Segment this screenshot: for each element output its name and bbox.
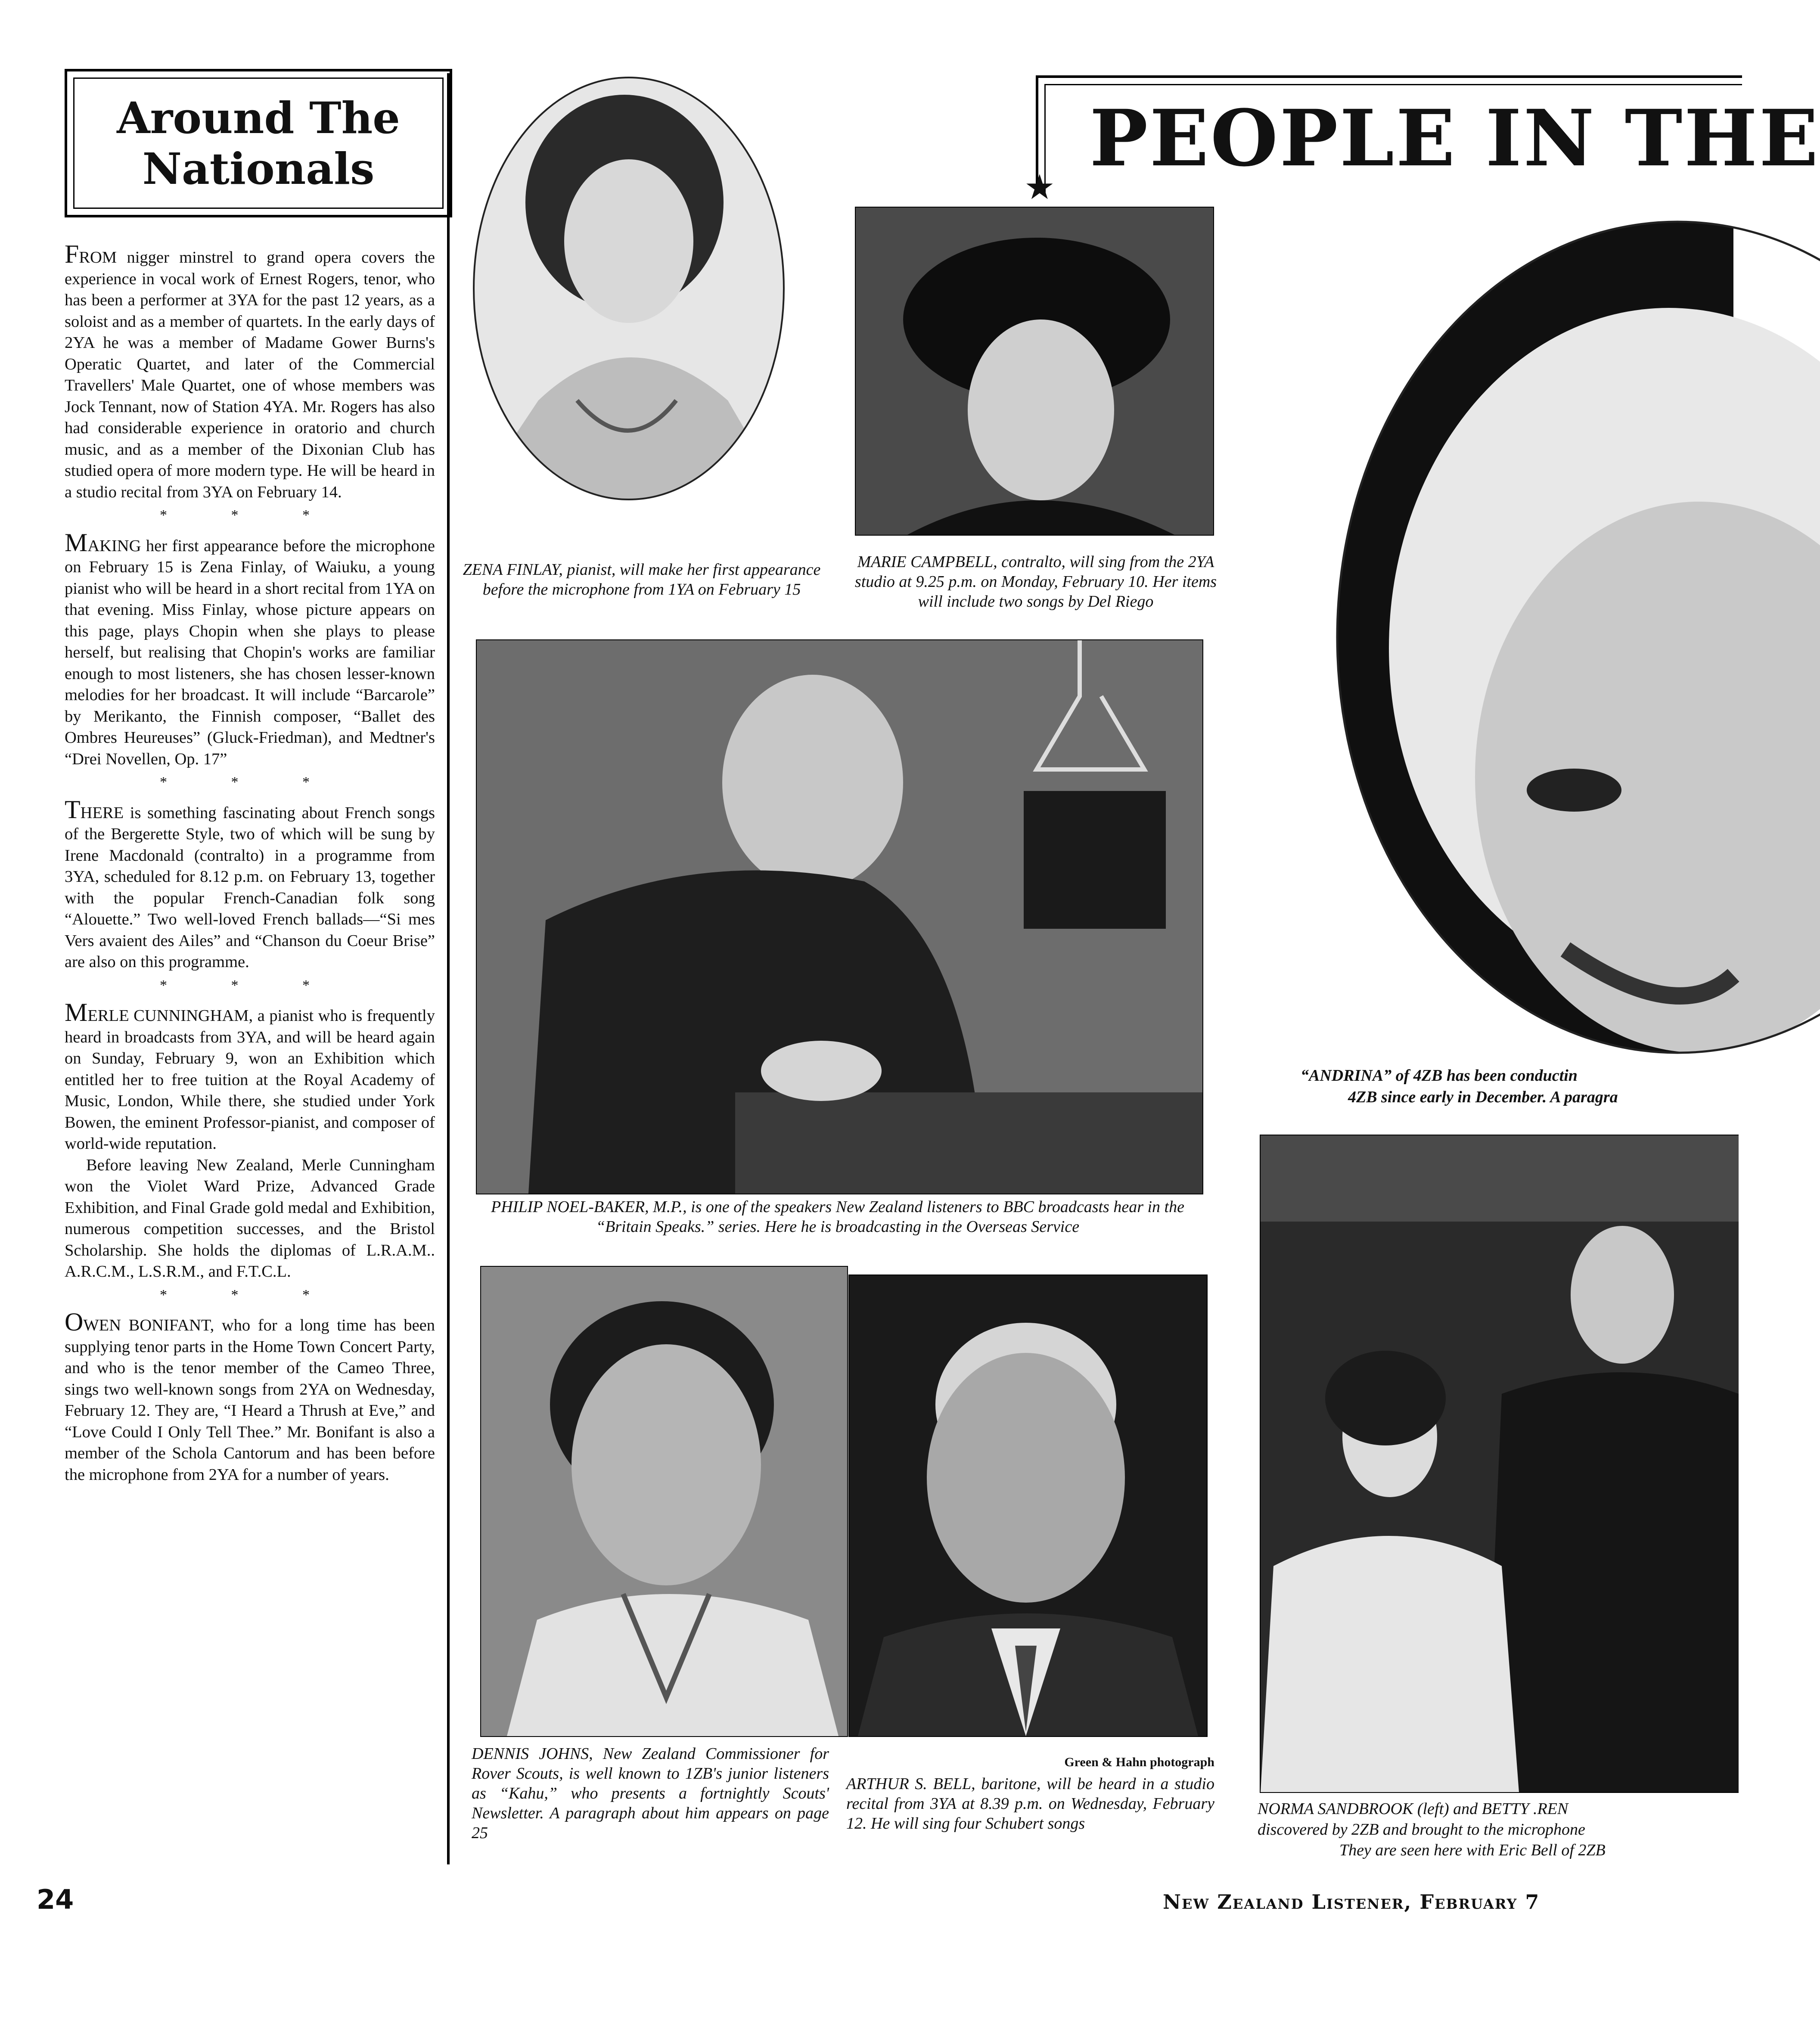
photo-norma-sandbrook <box>1260 1135 1739 1793</box>
drop-cap: F <box>65 240 79 268</box>
caption-andrina-line2: 4ZB since early in December. A paragra <box>1348 1088 1618 1106</box>
article-paragraph-3: THERE is something fascinating about French songs of the Bergerette Style, two of which will be sung by Irene Macdonald (contralto) in a programme from 3YA, scheduled for 8.12 p.m. on February 13, together with the popular French-Canadian folk song “Alouette.” Two well-loved French ballads—“Si mes Vers avaient des Ailes” and “Chanson du Coeur Brise” are also on this programme. <box>65 795 435 971</box>
caption-philip-noel-baker: PHILIP NOEL-BAKER, M.P., is one of the speakers New Zealand listeners to BBC broadcasts hear in the “Britain Speaks.” series. Here he is broadcasting in the Overseas Service <box>491 1198 1184 1236</box>
caption-norma-line3: They are seen here with Eric Bell of 2ZB <box>1339 1841 1606 1859</box>
caption-norma-line1: NORMA SANDBROOK (left) and BETTY .REN <box>1258 1800 1568 1818</box>
article-paragraph-6: OWEN BONIFANT, who for a long time has been supplying tenor parts in the Home Town Concert Party, and who is the tenor member of the Cameo Three, sings two well-known songs from 2YA on Wednesday, February 12. They are, “I Heard a Thrush at Eve,” and “Love Could I Only Tell Thee.” Mr. Bonifant is also a member of the Schola Cantorum and has been before the microphone from 2YA for a number of years. <box>65 1308 435 1484</box>
photo-arthur-bell <box>848 1275 1208 1737</box>
drop-cap: M <box>65 528 88 557</box>
section-title <box>117 93 400 194</box>
caption-norma-line2: discovered by 2ZB and brought to the microphone <box>1258 1820 1585 1839</box>
photo-andrina <box>1333 217 1733 1057</box>
article-paragraph-4: MERLE CUNNINGHAM, a pianist who is frequently heard in broadcasts from 3YA, and will be heard again on Sunday, February 9, won an Exhibition which entitled her to free tuition at the Royal Academy of Music, London, While there, she studied under York Bowen, the eminent Professor-pianist, and composer of world-wide reputation. <box>65 998 435 1153</box>
section-title-box <box>65 69 452 217</box>
caption-andrina-line1: “ANDRINA” of 4ZB has been conductin <box>1301 1067 1578 1085</box>
drop-cap: T <box>65 795 81 824</box>
section-title-line2: Nationals <box>142 143 375 194</box>
article-paragraph-2: MAKING her first appearance before the microphone on February 15 is Zena Finlay, of Waiuku, a young pianist who will be heard in a short recital from 1YA on that evening. Miss Finlay, whose picture appears on this page, plays Chopin when she plays to please herself, but realising that Chopin's works are familiar enough to most listeners, she has chosen lesser-known melodies for her broadcast. It will include “Barcarole” by Merikanto, the Finnish composer, “Ballet des Ombres Heureuses” (Gluck-Friedman), and Medtner's “Drei Novellen, Op. 17” <box>65 528 435 768</box>
photo-credit-arthur-bell: Green & Hahn photograph <box>1064 1755 1214 1769</box>
article-paragraph-1: FROM nigger minstrel to grand opera covers the experience in vocal work of Ernest Rogers, tenor, who has been a performer at 3YA for the past 12 years, as a soloist and as a member of quartets. In the early days of 2YA he was a member of Madame Gower Burns's Operatic Quartet, and later of the Commercial Travellers' Male Quartet, one of whose members was Jock Tennant, now of Station 4YA. Mr. Rogers has also had considerable experience in oratorio and church music, and as a member of the Dixonian Club has studied opera of more modern type. He will be heard in a studio recital from 3YA on February 14. <box>65 240 435 501</box>
drop-cap: M <box>65 998 88 1027</box>
drop-cap: O <box>65 1308 84 1336</box>
left-column-rule <box>447 73 450 1864</box>
caption-arthur-bell: ARTHUR S. BELL, baritone, will be heard in a studio recital from 3YA at 8.39 p.m. on Wednesday, February 12. He will sing four Schubert songs <box>846 1775 1214 1833</box>
star-ornament: ★ <box>1024 167 1055 207</box>
separator: * * * <box>160 774 340 790</box>
separator: * * * <box>160 507 340 523</box>
photo-philip-noel-baker <box>476 639 1203 1194</box>
article-paragraph-5: Before leaving New Zealand, Merle Cunningham won the Violet Ward Prize, Advanced Grade Exhibition, and Final Grade gold medal and Exhibition, numerous competition successes, and the Bristol Scholarship. She holds the diplomas of L.R.A.M.. A.R.C.M., L.S.R.M., and F.T.C.L. <box>65 1156 435 1281</box>
separator: * * * <box>160 977 340 993</box>
photo-marie-campbell <box>855 207 1214 536</box>
separator: * * * <box>160 1287 340 1303</box>
article-column <box>65 240 435 1485</box>
people-header-title: PEOPLE IN THE <box>1090 93 1820 184</box>
photo-dennis-johns <box>480 1266 848 1737</box>
section-title-inner <box>73 78 444 209</box>
running-head: New Zealand Listener, February 7 <box>1163 1890 1540 1913</box>
caption-dennis-johns: DENNIS JOHNS, New Zealand Commissioner for Rover Scouts, is well known to 1ZB's junior listeners as “Kahu,” who presents a fortnightly Scouts' Newsletter. A paragraph about him appears on page 25 <box>472 1745 829 1842</box>
photo-zena-finlay <box>469 73 788 504</box>
caption-zena-finlay: ZENA FINLAY, pianist, will make her first appearance before the microphone from 1YA on February 15 <box>463 561 821 599</box>
caption-marie-campbell: MARIE CAMPBELL, contralto, will sing from the 2YA studio at 9.25 p.m. on Monday, February 10. Her items will include two songs by Del Riego <box>854 553 1217 611</box>
page-number: 24 <box>37 1884 74 1915</box>
section-title-line1: Around The <box>117 92 400 143</box>
